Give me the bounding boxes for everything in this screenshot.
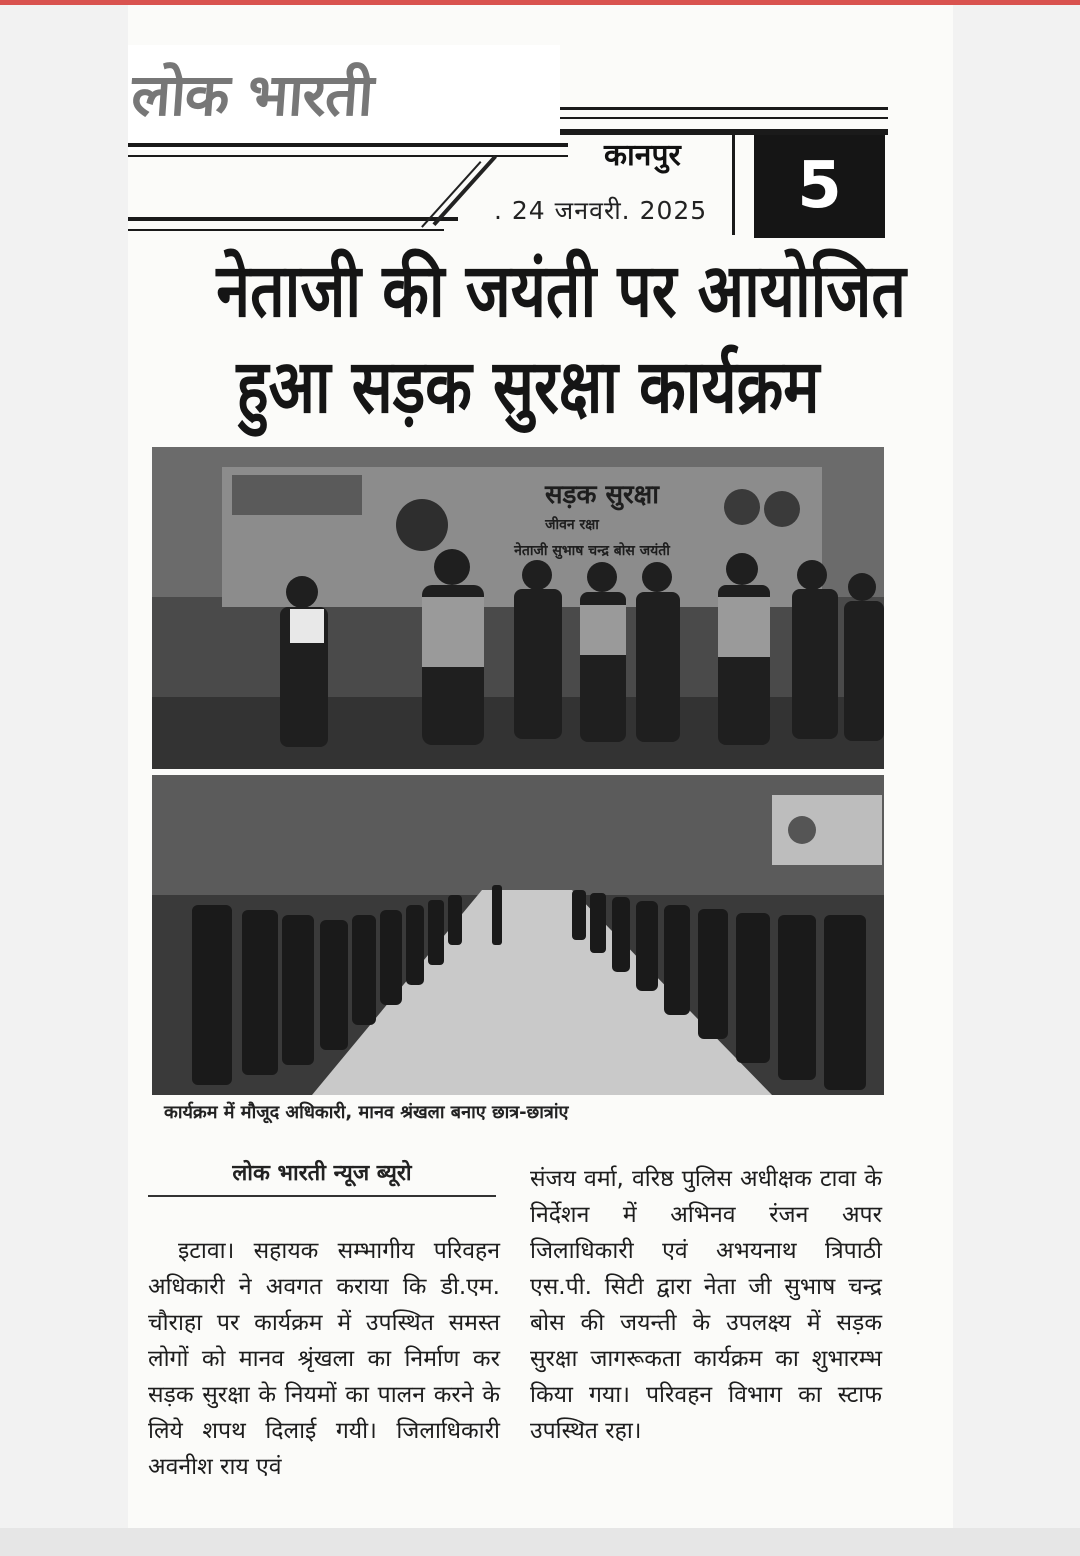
article-column-right bbox=[530, 1161, 882, 1449]
article-body-right: संजय वर्मा, वरिष्ठ पुलिस अधीक्षक टावा के निर्देशन में अभिनव रंजन अपर जिलाधिकारी एवं अभयनाथ त्रिपाठी एस.पी. सिटी द्वारा नेता जी सुभाष चन्द्र बोस की जयन्ती के उपलक्ष्य में सड़क सुरक्षा जागरूकता कार्यक्रम का शुभारम्भ किया गया। परिवहन विभाग का स्टाफ उपस्थित रहा। bbox=[530, 1166, 882, 1444]
article-column-left bbox=[148, 1233, 500, 1485]
banner-line: नेताजी सुभाष चन्द्र बोस जयंती bbox=[514, 543, 670, 559]
banner-title: सड़क सुरक्षा bbox=[544, 480, 660, 510]
masthead-rule bbox=[128, 155, 568, 157]
headline-line-2: हुआ सड़क सुरक्षा कार्यक्रम bbox=[236, 344, 820, 430]
masthead-rule bbox=[128, 143, 568, 147]
edition-city: कानपुर bbox=[604, 138, 681, 173]
masthead-diagonal bbox=[432, 155, 497, 226]
masthead-rule bbox=[560, 107, 888, 110]
byline-rule bbox=[148, 1195, 496, 1197]
article-headline bbox=[216, 243, 907, 435]
masthead-rule bbox=[128, 217, 458, 221]
masthead-rule bbox=[560, 117, 888, 119]
article-byline: लोक भारती न्यूज ब्यूरो bbox=[232, 1161, 412, 1186]
photo-caption: कार्यक्रम में मौजूद अधिकारी, मानव श्रंखला बनाए छात्र-छात्रांए bbox=[164, 1102, 569, 1123]
masthead-rule bbox=[128, 229, 444, 231]
bottom-bar bbox=[0, 1528, 1080, 1556]
human-chain-photo-image bbox=[152, 775, 884, 1095]
event-stage-photo bbox=[152, 447, 884, 769]
page-number: 5 bbox=[754, 135, 885, 238]
masthead-divider bbox=[732, 135, 735, 235]
newspaper-name: लोक भारती bbox=[129, 61, 375, 129]
article-body-left: इटावा। सहायक सम्भागीय परिवहन अधिकारी ने अवगत कराया कि डी.एम. चौराहा पर कार्यक्रम में उपस्थित समस्त लोगों को मानव श्रृंखला का निर्माण कर सड़क सुरक्षा के नियमों का पालन करने के लिये शपथ दिलाई गयी। जिलाधिकारी अवनीश राय एवं bbox=[148, 1238, 500, 1480]
headline-line-1: नेताजी की जयंती पर आयोजित bbox=[216, 248, 907, 334]
issue-date: . 24 जनवरी. 2025 bbox=[494, 196, 708, 225]
newspaper-clipping bbox=[128, 5, 953, 1528]
stage-photo-image bbox=[152, 447, 884, 769]
human-chain-photo bbox=[152, 775, 884, 1095]
banner-subtitle: जीवन रक्षा bbox=[545, 517, 599, 533]
